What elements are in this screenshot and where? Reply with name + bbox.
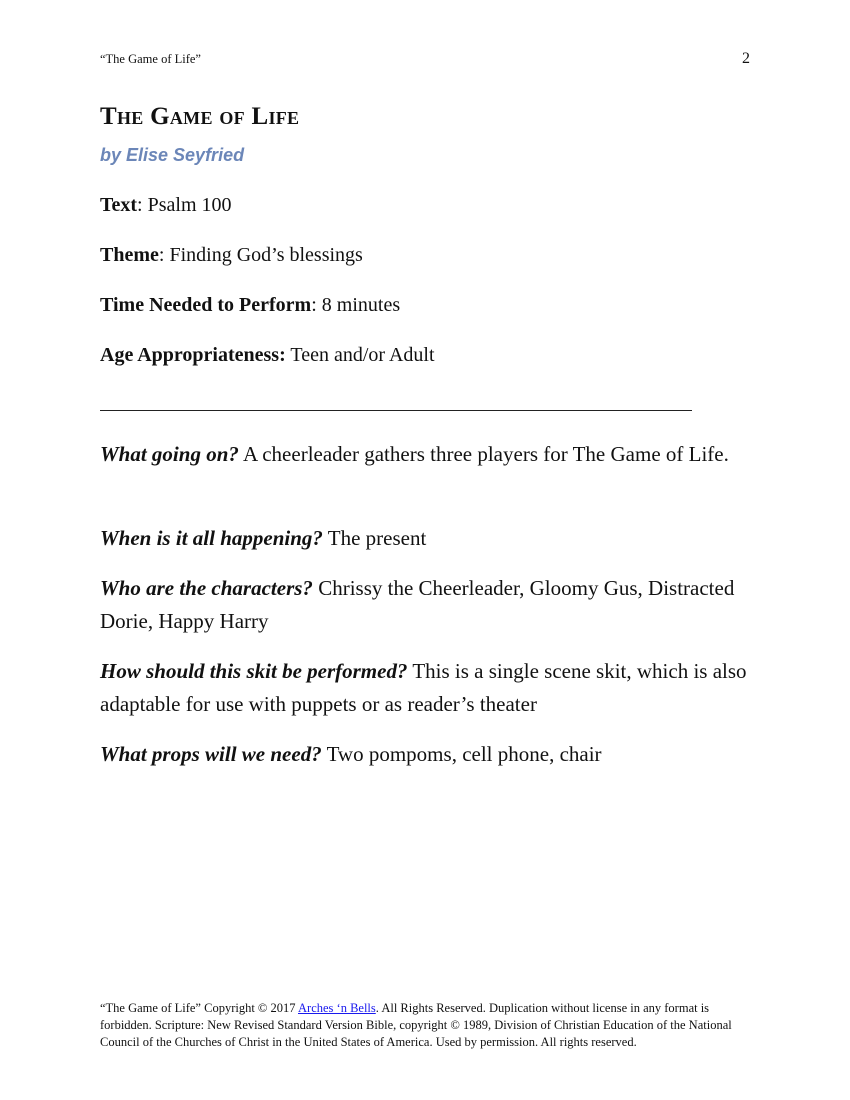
qa-characters (100, 572, 750, 638)
meta-value: Finding God’s blessings (169, 244, 363, 266)
meta-label: Time Needed to Perform (100, 294, 312, 316)
meta-value: Psalm 100 (147, 194, 232, 216)
qa-answer: Two pompoms, cell phone, chair (321, 742, 602, 766)
qa-question: What props will we need? (100, 742, 322, 766)
qa-when (100, 522, 750, 555)
qa-answer: This is a single scene skit, which is also adaptable for use with puppets or as reader’s theater (100, 659, 747, 716)
qa-question: When is it all happening? (100, 526, 323, 550)
meta-sep: : (311, 294, 322, 316)
meta-label: Theme (100, 244, 159, 266)
running-header-title: “The Game of Life” (100, 52, 201, 66)
qa-whats-going-on (100, 438, 750, 471)
meta-sep: : (158, 244, 170, 266)
meta-label: Age Appropriateness: (100, 344, 286, 366)
meta-value: Teen and/or Adult (290, 344, 435, 366)
qa-question: How should this skit be performed? (100, 659, 408, 683)
copyright-footer (100, 1000, 750, 1051)
qa-answer: The present (322, 526, 427, 550)
meta-label: Text (100, 194, 138, 216)
qa-answer: A cheerleader gathers three players for The Game of Life. (238, 442, 729, 466)
footer-text-start: “The Game of Life” Copyright © 2017 (100, 1001, 298, 1015)
arches-n-bells-link[interactable]: Arches ‘n Bells (298, 1001, 376, 1015)
meta-value: 8 minutes (321, 294, 401, 316)
meta-sep: : (137, 194, 148, 216)
qa-question: Who are the characters? (100, 576, 313, 600)
document-author: by Elise Seyfried (100, 145, 245, 165)
qa-performance (100, 655, 750, 721)
qa-answer: Chrissy the Cheerleader, Gloomy Gus, Distracted Dorie, Happy Harry (100, 576, 735, 633)
qa-question: What going on? (100, 442, 239, 466)
meta-time (100, 292, 400, 318)
document-title: The Game of Life (100, 103, 300, 130)
meta-age (100, 342, 435, 368)
meta-theme (100, 242, 363, 268)
qa-props (100, 738, 750, 771)
footer-text-end: . All Rights Reserved. Duplication without license in any format is forbidden. Scripture: New Revised Standard Version Bible, copyright © 1989, Division of Christian Education of the National Council of the Churches of Christ in the United States of America. Used by permission. All rights reserved. (100, 1001, 732, 1049)
section-divider (100, 410, 692, 411)
page-number: 2 (742, 50, 750, 67)
meta-text (100, 192, 232, 218)
